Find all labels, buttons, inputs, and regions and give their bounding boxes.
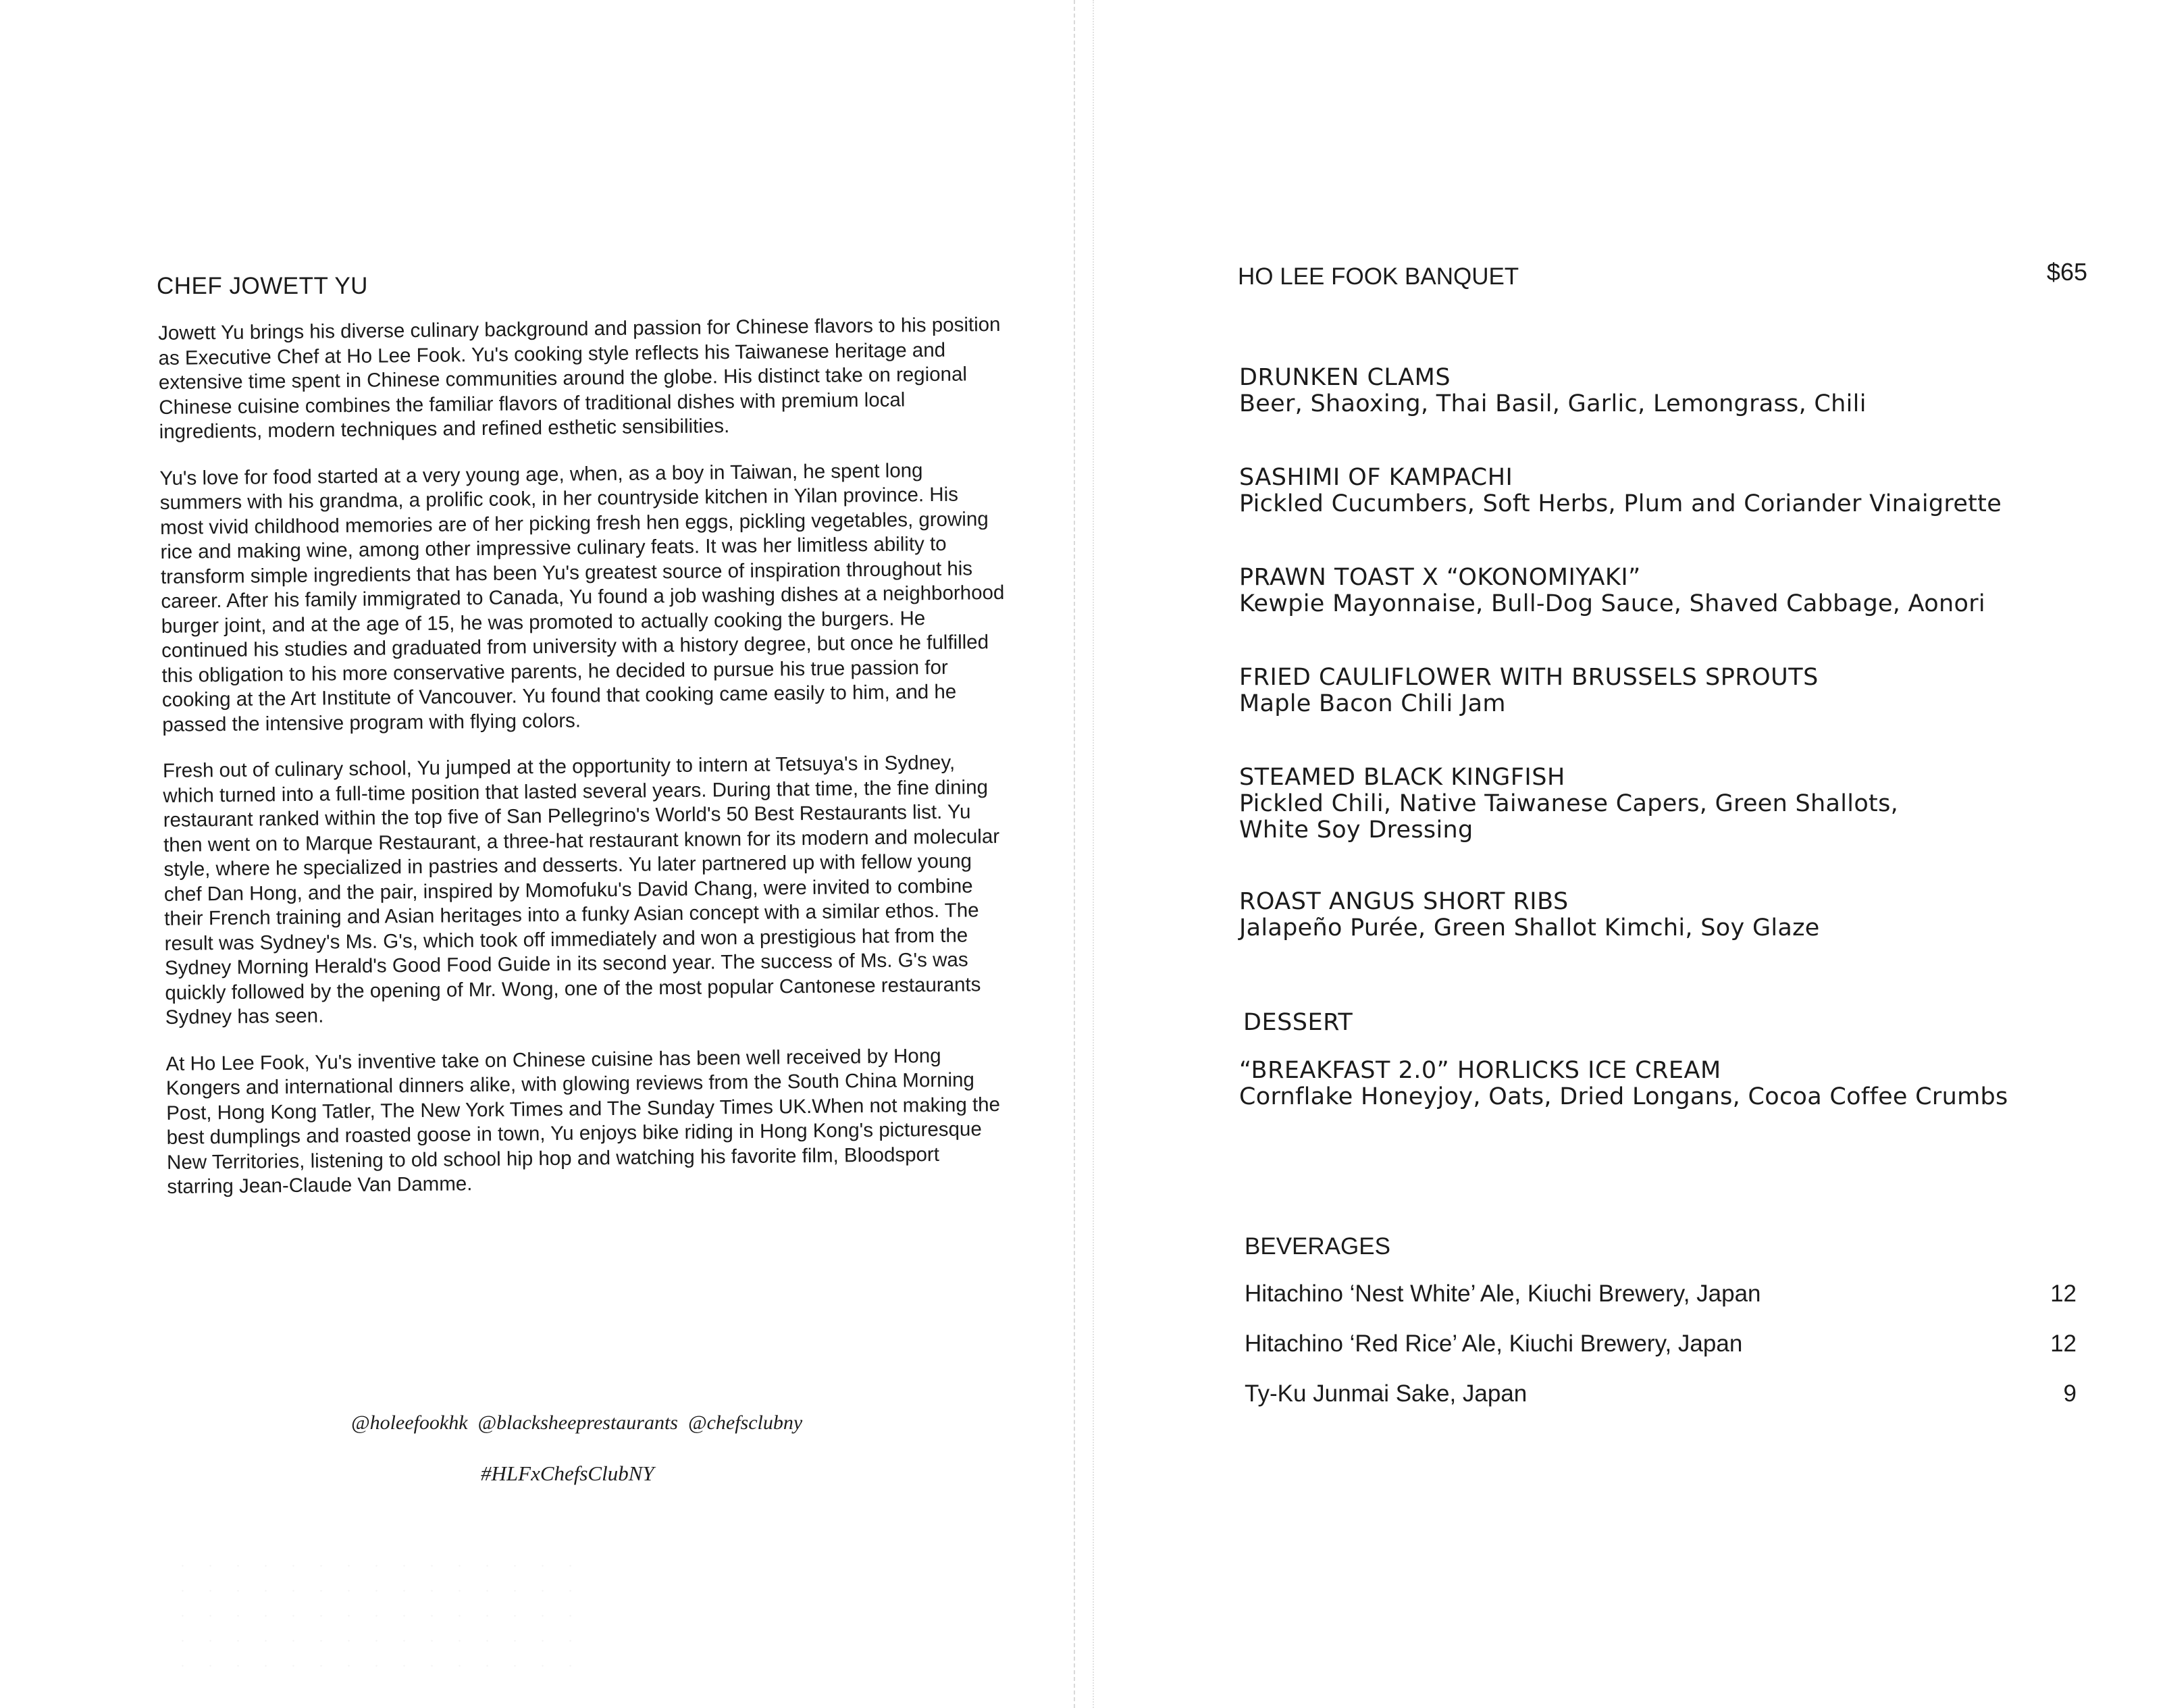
menu-title: HO LEE FOOK BANQUET [1238,263,1519,290]
dish-name: ROAST ANGUS SHORT RIBS [1239,888,1569,915]
chef-heading: CHEF JOWETT YU [157,273,368,299]
dish-item [1239,665,2117,717]
dish-description: Kewpie Mayonnaise, Bull-Dog Sauce, Shaved Cabbage, Aonori [1239,590,1985,617]
social-handles: @holeefookhk @blacksheeprestaurants @chefsclubny [351,1412,803,1434]
left-page [0,0,1082,1708]
dessert-heading: DESSERT [1243,1009,1353,1036]
bio-paragraph: Jowett Yu brings his diverse culinary background and passion for Chinese flavors to his position as Executive Chef at Ho Lee Fook. Yu's cooking style reflects his Taiwanese heritage and extensive time spent in Chinese communities around the globe. His distinct take on regional Chinese cuisine combines the familiar flavors of traditional dishes with premium local ingredients, modern techniques and refined esthetic sensibilities. [158,313,1001,443]
paper-texture [169,1553,574,1675]
beverage-row [1245,1280,2077,1308]
dish-item [1239,365,2117,417]
beverage-price: 9 [2063,1380,2077,1407]
dish-description: Jalapeño Purée, Green Shallot Kimchi, Soy Glaze [1239,914,1820,941]
right-page [1082,0,2165,1708]
dish-description: Beer, Shaoxing, Thai Basil, Garlic, Lemongrass, Chili [1239,390,1867,417]
beverage-price: 12 [2050,1330,2077,1357]
dish-name: SASHIMI OF KAMPACHI [1239,464,1513,491]
beverage-row [1245,1330,2077,1357]
dessert-name: “BREAKFAST 2.0” HORLICKS ICE CREAM [1239,1057,1721,1084]
bio-paragraph: At Ho Lee Fook, Yu's inventive take on Chinese cuisine has been well received by Hong Kongers and international dinners alike, with glowing reviews from the South China Morning Post, Hong Kong Tatler, The New York Times and The Sunday Times UK.When not making the best dumplings and roasted goose in town, Yu enjoys bike riding in Hong Kong's picturesque New Territories, listening to old school hip hop and watching his favorite film, Bloodsport starring Jean-Claude Van Damme. [165,1044,1001,1198]
dish-description: Pickled Cucumbers, Soft Herbs, Plum and Coriander Vinaigrette [1239,490,2002,517]
dish-description: Pickled Chili, Native Taiwanese Capers, Green Shallots, [1239,790,1899,817]
beverage-row [1245,1380,2077,1407]
dessert-item [1239,1058,2117,1110]
dish-item [1239,465,2117,517]
dish-item [1239,889,2117,941]
hashtag: #HLFxChefsClubNY [481,1461,654,1485]
beverage-name: Hitachino ‘Red Rice’ Ale, Kiuchi Brewery, Japan [1245,1330,1743,1357]
dish-name: FRIED CAULIFLOWER WITH BRUSSELS SPROUTS [1239,664,1819,691]
menu-price: $65 [2046,258,2087,286]
beverages-heading: BEVERAGES [1245,1233,1390,1260]
chef-bio [158,313,1012,1222]
dish-name: STEAMED BLACK KINGFISH [1239,764,1565,791]
beverage-name: Ty-Ku Junmai Sake, Japan [1245,1380,1528,1407]
dish-item [1239,765,2117,844]
dish-name: PRAWN TOAST X “OKONOMIYAKI” [1239,564,1641,591]
dish-item [1239,565,2117,617]
beverage-name: Hitachino ‘Nest White’ Ale, Kiuchi Brewery, Japan [1245,1280,1761,1307]
bio-paragraph: Yu's love for food started at a very young age, when, as a boy in Taiwan, he spent long summers with his grandma, a prolific cook, in her countryside kitchen in Yilan province. His most vivid childhood memories are of her picking fresh hen eggs, pickling vegetables, growing rice and making wine, among other impressive culinary feats. It was her limitless ability to transform simple ingredients that has been Yu's greatest source of inspiration throughout his career. After his family immigrated to Canada, Yu found a job washing dishes at a neighborhood burger joint, and at the age of 15, he was promoted to actually cooking the burgers. He continued his studies and graduated from university with a history degree, but once he fulfilled this obligation to his more conservative parents, he decided to pursue his true passion for cooking at the Art Institute of Vancouver. Yu found that cooking came easily to him, and he passed the intensive program with flying colors. [159,459,1005,736]
dessert-description: Cornflake Honeyjoy, Oats, Dried Longans, Cocoa Coffee Crumbs [1239,1083,2008,1110]
dish-description: Maple Bacon Chili Jam [1239,690,1506,717]
dish-name: DRUNKEN CLAMS [1239,364,1451,391]
bio-paragraph: Fresh out of culinary school, Yu jumped at the opportunity to intern at Tetsuya's in Sydney, which turned into a full-time position that lasted several years. During that time, the fine dining restaurant ranked within the top five of San Pellegrino's World's 50 Best Restaurants list. Yu then went on to Marque Restaurant, a three-hat restaurant known for its modern and molecular style, where he specialized in pastries and desserts. Yu later partnered up with fellow young chef Dan Hong, and the pair, inspired by Momofuku's David Chang, were invited to combine their French training and Asian heritages into a funky Asian concept with a similar ethos. The result was Sydney's Ms. G's, which took off immediately and won a prestigious hat from the Sydney Morning Herald's Good Food Guide in its second year. The success of Ms. G's was quickly followed by the opening of Mr. Wong, one of the most popular Cantonese restaurants Sydney has seen. [162,751,1000,1029]
beverage-price: 12 [2050,1280,2077,1307]
dish-description: White Soy Dressing [1239,817,1473,844]
